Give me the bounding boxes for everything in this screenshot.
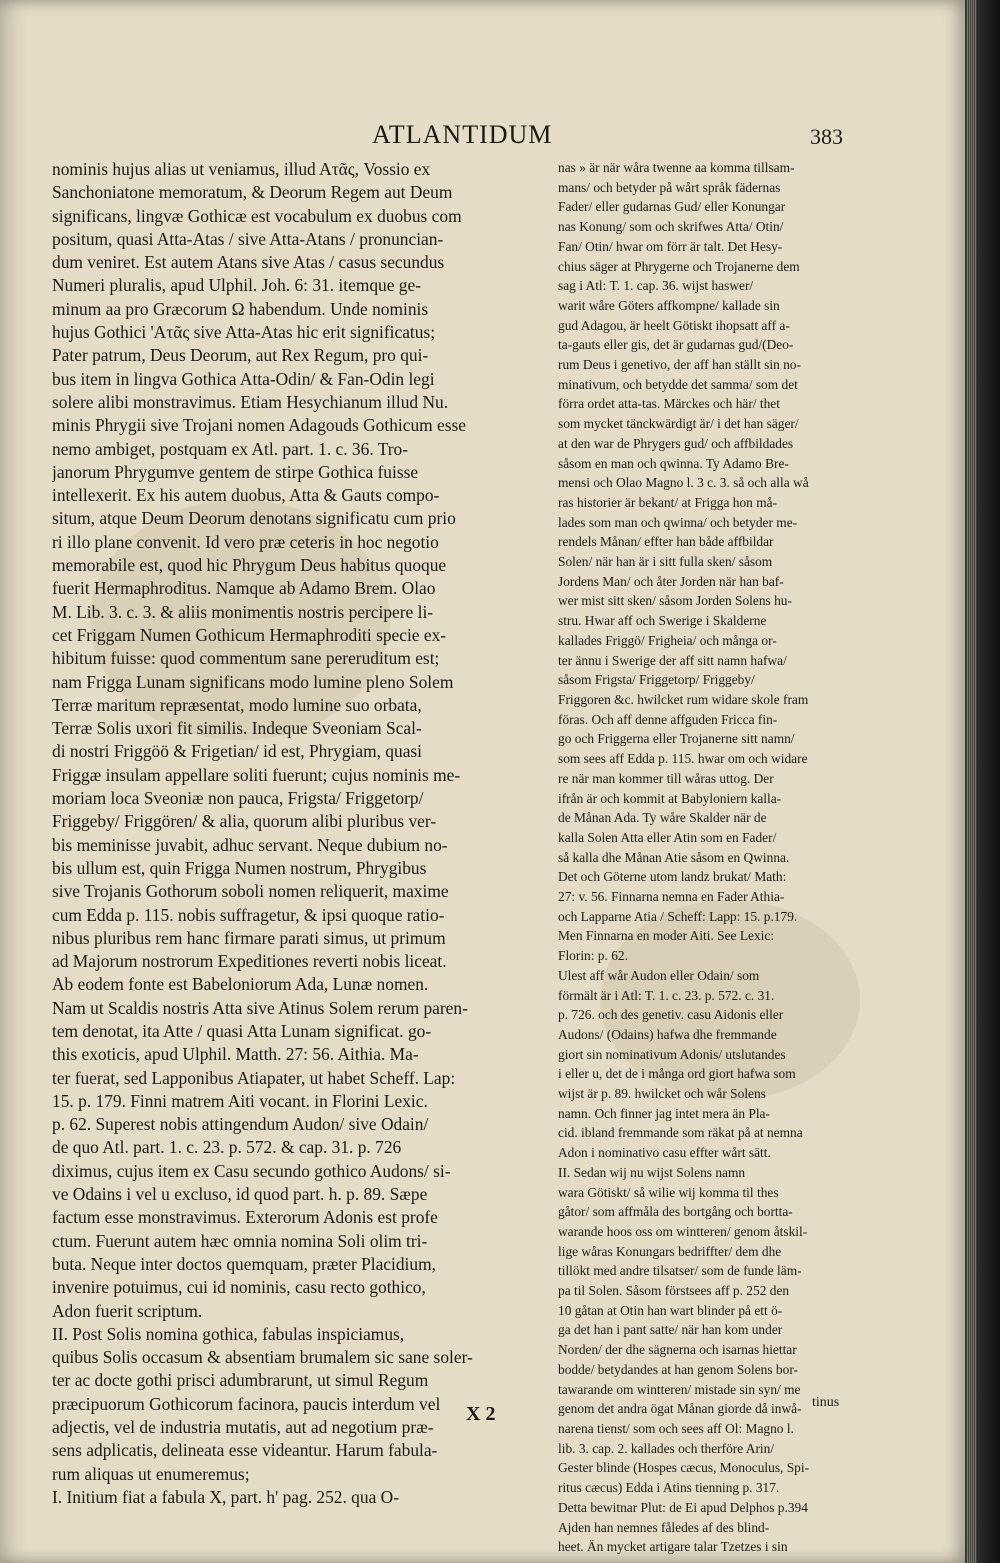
text-line: Friggeby/ Friggören/ & alia, quorum alibi pluribus ver- (52, 811, 437, 832)
text-line: janorum Phrygumve gentem de stirpe Gothica fuisse (52, 461, 419, 482)
text-line: tillökt med andre tilsatser/ som de funde läm- (558, 1263, 802, 1279)
text-line: som mycket tänckwärdigt är/ i det han säger/ (558, 416, 799, 432)
text-line: tem denotat, ita Atte / quasi Atta Lunam significat. go- (52, 1020, 432, 1041)
text-line: p. 62. Superest nobis attingendum Audon/ sive Odain/ (52, 1114, 429, 1135)
text-line: Numeri pluralis, apud Ulphil. Joh. 6: 31. itemque ge- (52, 275, 422, 296)
text-line: warit wåre Göters affkompne/ kallade sin (558, 297, 780, 313)
text-line: 27: v. 56. Finnarna nemna en Fader Athia- (558, 889, 785, 905)
text-line: wer mist sitt sken/ såsom Jorden Solens hu- (558, 593, 792, 609)
text-line: situm, atque Deum Deorum denotans significatu cum prio (52, 508, 456, 529)
text-line: di nostri Friggöö & Frigetian/ id est, Phrygiam, quasi (52, 741, 423, 762)
swedish-text-column (558, 158, 854, 1557)
text-line: ter fuerat, sed Lapponibus Atiapater, ut habet Scheff. Lap: (52, 1067, 456, 1088)
text-line: ter ac docte gothi prisci adumbrarunt, ut simul Regum (52, 1370, 429, 1391)
text-line: de Månan Ada. Ty wåre Skalder när de (558, 810, 767, 826)
text-line: gåtor/ som affmåla des bortgång och bortta- (558, 1204, 793, 1220)
text-line: rendels Månan/ effter han både affbildar (558, 534, 774, 550)
text-line: Friggæ insulam appellare soliti fuerunt; cujus nominis me- (52, 764, 461, 785)
text-line: wijst är p. 89. hwilcket och wår Solens (558, 1086, 766, 1102)
text-line: significans, lingvæ Gothicæ est vocabulum ex duobus com (52, 205, 462, 226)
text-line: solere alibi monstravimus. Etiam Hesychianum illud Nu. (52, 391, 449, 412)
text-line: nas Konung/ som och skrifwes Atta/ Otin/ (558, 219, 784, 235)
text-line: bis meminisse juvabit, adhuc servant. Neque dubium no- (52, 834, 448, 855)
text-line: nemo ambiget, postquam ex Atl. part. 1. c. 36. Tro- (52, 438, 408, 459)
text-line: såsom en man och qwinna. Ty Adamo Bre- (558, 455, 789, 471)
text-line: at den war de Phrygers gud/ och affbildades (558, 435, 794, 451)
text-line: ve Odains i vel u excluso, id quod part. h. p. 89. Sæpe (52, 1184, 428, 1205)
text-line: i eller u, det de i många ord giort hafwa som (558, 1066, 796, 1082)
text-line: sag i Atl: T. 1. cap. 36. wijst haswer/ (558, 278, 754, 294)
text-line: Fan/ Otin/ hwar om förr är talt. Det Hesy- (558, 238, 783, 254)
text-line: cid. ibland fremmande som räkat på at nemna (558, 1125, 803, 1141)
text-line: namn. Och finner jag intet mera än Pla- (558, 1105, 770, 1121)
text-line: Florin: p. 62. (558, 948, 628, 964)
text-line: hibitum fuisse: quod commentum sane pereruditum est; (52, 648, 440, 669)
text-line: Adon fuerit scriptum. (52, 1300, 203, 1321)
text-line: minativum, och betydde det samma/ som det (558, 376, 798, 392)
text-line: och Lapparne Atia / Scheff: Lapp: 15. p.179. (558, 908, 798, 924)
text-line: intellexerit. Ex his autem duobus, Atta & Gauts compo- (52, 485, 440, 506)
text-line: positum, quasi Atta-Atas / sive Atta-Atans / pronuncian- (52, 228, 444, 249)
text-line: Jordens Man/ och åter Jorden när han baf- (558, 573, 784, 589)
text-line: Men Finnarna en moder Aiti. See Lexic: (558, 928, 775, 944)
text-line: pa til Solen. Såsom förstsees aff p. 252 den (558, 1283, 790, 1299)
text-line: kallades Friggö/ Frigheia/ och många or- (558, 632, 777, 648)
text-line: Detta bewitnar Plut: de Ei apud Delphos p.394 (558, 1499, 808, 1515)
text-line: Ab eodem fonte est Babeloniorum Ada, Lunæ nomen. (52, 974, 429, 995)
text-line: heet. Än mycket artigare talar Tzetzes i sin (558, 1539, 788, 1555)
text-line: Nam ut Scaldis nostris Atta sive Atinus Solem rerum paren- (52, 997, 468, 1018)
text-line: ad Majorum nostrorum Expeditiones reverti nobis liceat. (52, 951, 447, 972)
text-line: præcipuorum Gothicorum facinora, paucis interdum vel (52, 1393, 441, 1414)
text-line: minis Phrygii sive Trojani nomen Adagouds Gothicum esse (52, 415, 466, 436)
text-line: cet Friggam Numen Gothicum Hermaphroditi specie ex- (52, 624, 447, 645)
text-line: chius säger at Phrygerne och Trojanerne dem (558, 258, 800, 274)
text-line: genom det andra ögat Månan giorde då inwå- (558, 1401, 802, 1417)
text-line: nam Frigga Lunam significans modo lumine pleno Solem (52, 671, 454, 692)
text-line: quibus Solis occasum & absentiam brumalem sic sane soler- (52, 1347, 473, 1368)
text-line: nibus pluribus rem hanc firmare parati simus, ut primum (52, 927, 446, 948)
running-head (0, 120, 965, 160)
page-number: 383 (810, 124, 843, 149)
text-line: I. Initium fiat a fabula X, part. h' pag. 252. qua O- (52, 1486, 399, 1507)
text-line: invenire potuimus, cui id nominis, casu recto gothico, (52, 1277, 426, 1298)
text-line: sens adplicatis, delineata esse videantur. Harum fabula- (52, 1440, 438, 1461)
text-line: ritus cæcus) Edda i Atins tienning p. 317. (558, 1480, 780, 1496)
text-line: Sanchoniatone memoratum, & Deorum Regem aut Deum (52, 182, 453, 203)
text-line: Gester blinde (Hospes cæcus, Monoculus, Spi- (558, 1460, 810, 1476)
book-edge (965, 0, 1000, 1563)
text-line: II. Sedan wij nu wijst Solens namn (558, 1164, 746, 1180)
running-title: ATLANTIDUM (372, 120, 553, 149)
text-line: Norden/ der dhe sägnerna och isarnas hiettar (558, 1342, 797, 1358)
text-line: bis ullum est, quin Frigga Numen nostrum, Phrygibus (52, 857, 427, 878)
text-line: M. Lib. 3. c. 3. & aliis monimentis nostris percipere li- (52, 601, 434, 622)
text-line: Adon i nominativo casu effter wårt sätt. (558, 1145, 771, 1161)
text-line: mans/ och betyder på wårt språk fädernas (558, 179, 781, 195)
text-line: warande hoos oss om wintteren/ genom åtskil- (558, 1223, 808, 1239)
text-line: factum esse monstravimus. Exterorum Adonis est profe (52, 1207, 438, 1228)
text-line: hujus Gothici 'Aτᾶς sive Atta-Atas hic erit significatus; (52, 322, 436, 343)
text-line: 15. p. 179. Finni matrem Aiti vocant. in Florini Lexic. (52, 1090, 428, 1111)
text-line: rum aliquas ut enumeremus; (52, 1463, 250, 1484)
text-line: föras. Och aff denne affguden Fricca fin- (558, 711, 778, 727)
text-line: Terræ maritum repræsentat, modo lumine suo orbata, (52, 694, 422, 715)
text-line: moriam loca Sveoniæ non pauca, Frigsta/ Friggetorp/ (52, 788, 424, 809)
page-stack (967, 0, 977, 1563)
text-line: narena tienst/ som och sees aff Ol: Magno l. (558, 1421, 794, 1436)
text-line: tawarande om wintteren/ mistade sin syn/ me (558, 1381, 801, 1397)
text-line: Audons/ (Odains) hafwa dhe fremmande (558, 1026, 777, 1042)
text-line: ri illo plane convenit. Id vero præ ceteris in hoc negotio (52, 531, 439, 552)
text-line: wara Götiskt/ så wilie wij komma til thes (558, 1184, 779, 1200)
text-line: gud Adagou, är heelt Götiskt ihopsatt aff a- (558, 317, 790, 333)
text-line: nominis hujus alias ut veniamus, illud Aτᾶς, Vossio ex (52, 159, 431, 179)
text-line: II. Post Solis nomina gothica, fabulas inspiciamus, (52, 1323, 405, 1344)
text-line: nas » är när wåra twenne aa komma tillsam- (558, 160, 795, 175)
text-line: dum veniret. Est autem Atans sive Atas / casus secundus (52, 252, 445, 273)
text-line: Ajden han nemnes fåledes af des blind- (558, 1519, 770, 1535)
text-line: Friggoren &c. hwilcket rum widare skole fram (558, 691, 809, 707)
text-line: kalla Solen Atta eller Atin som en Fader/ (558, 829, 777, 845)
text-line: this exoticis, apud Ulphil. Matth. 27: 56. Aithia. Ma- (52, 1044, 419, 1065)
text-line: cum Edda p. 115. nobis suffragetur, & ipsi quoque ratio- (52, 904, 445, 925)
latin-text-column (52, 158, 547, 1509)
text-line: ctum. Fuerunt autem hæc omnia nomina Soli olim tri- (52, 1230, 428, 1251)
text-line: Fader/ eller gudarnas Gud/ eller Konungar (558, 199, 786, 215)
text-line: stru. Hwar aff och Swerige i Skalderne (558, 613, 767, 629)
text-line: Ulest aff wår Audon eller Odain/ som (558, 967, 760, 983)
text-line: lib. 3. cap. 2. kallades och therföre Arin/ (558, 1440, 775, 1456)
text-line: 10 gåtan at Otin han wart blinder på ett ö- (558, 1302, 783, 1318)
text-line: mensi och Olao Magno l. 3 c. 3. så och alla wå (558, 475, 809, 491)
text-line: lige wåras Konungars bedriffter/ dem dhe (558, 1243, 782, 1259)
text-line: lades som man och qwinna/ och betyder me- (558, 514, 798, 530)
text-line: förra ordet atta-tas. Märckes och här/ thet (558, 396, 780, 412)
text-line: de quo Atl. part. 1. c. 23. p. 572. & cap. 31. p. 726 (52, 1137, 402, 1158)
text-line: bodde/ betydandes at han genom Solens bor- (558, 1361, 798, 1377)
text-line: ter ännu i Swerige der aff sitt namn hafwa/ (558, 652, 787, 668)
text-line: såsom Frigsta/ Friggetorp/ Friggeby/ (558, 672, 755, 688)
text-line: p. 726. och des genetiv. casu Aidonis eller (558, 1007, 784, 1023)
text-line: diximus, cujus item ex Casu secundo gothico Audons/ si- (52, 1160, 451, 1181)
text-line: ta-gauts eller gis, det är gudarnas gud/(Deo- (558, 337, 794, 353)
text-line: sive Trojanis Gothorum soboli nomen reliquerit, maxime (52, 881, 449, 902)
text-line: buta. Neque inter doctos quemquam, præter Placidium, (52, 1253, 436, 1274)
text-line: memorabile est, quod hic Phrygum Deus habitus quoque (52, 555, 447, 576)
text-line: adjectis, vel de industria mutatis, aut ad negotium præ- (52, 1417, 434, 1438)
text-line: ras historier är bekant/ at Frigga hon må- (558, 494, 778, 510)
text-line: Det och Göterne utom landz brukat/ Math: (558, 869, 787, 885)
catchword: tinus (812, 1395, 840, 1410)
text-line: Terræ Solis uxori fit similis. Indeque Sveoniam Scal- (52, 718, 422, 739)
text-line: bus item in lingva Gothica Atta-Odin/ & Fan-Odin legi (52, 368, 435, 389)
text-line: re när man kommer till wåras uttog. Der (558, 770, 774, 786)
text-line: ifrån är och kommit at Babyloniern kalla- (558, 790, 782, 806)
text-line: go och Friggerna eller Trojanerne sitt namn/ (558, 731, 795, 747)
text-line: rum Deus i genetivo, der aff han ställt sin no- (558, 357, 801, 373)
text-line: så kalla dhe Månan Atie såsom en Qwinna. (558, 849, 790, 865)
text-line: Pater patrum, Deus Deorum, aut Rex Regum, pro qui- (52, 345, 429, 366)
text-line: ga det han i pant satte/ när han kom under (558, 1322, 783, 1338)
text-line: Solen/ när han är i sitt fulla sken/ såsom (558, 554, 773, 570)
text-line: minum aa pro Græcorum Ω habendum. Unde nominis (52, 298, 429, 319)
text-line: fuerit Hermaphroditus. Namque ab Adamo Brem. Olao (52, 578, 436, 599)
text-line: giort sin nominativum Adonis/ utslutandes (558, 1046, 786, 1062)
text-line: förmält är i Atl: T. 1. c. 23. p. 572. c. 31. (558, 987, 775, 1003)
text-line: som sees aff Edda p. 115. hwar om och widare (558, 751, 808, 767)
signature-mark: X 2 (466, 1403, 496, 1425)
